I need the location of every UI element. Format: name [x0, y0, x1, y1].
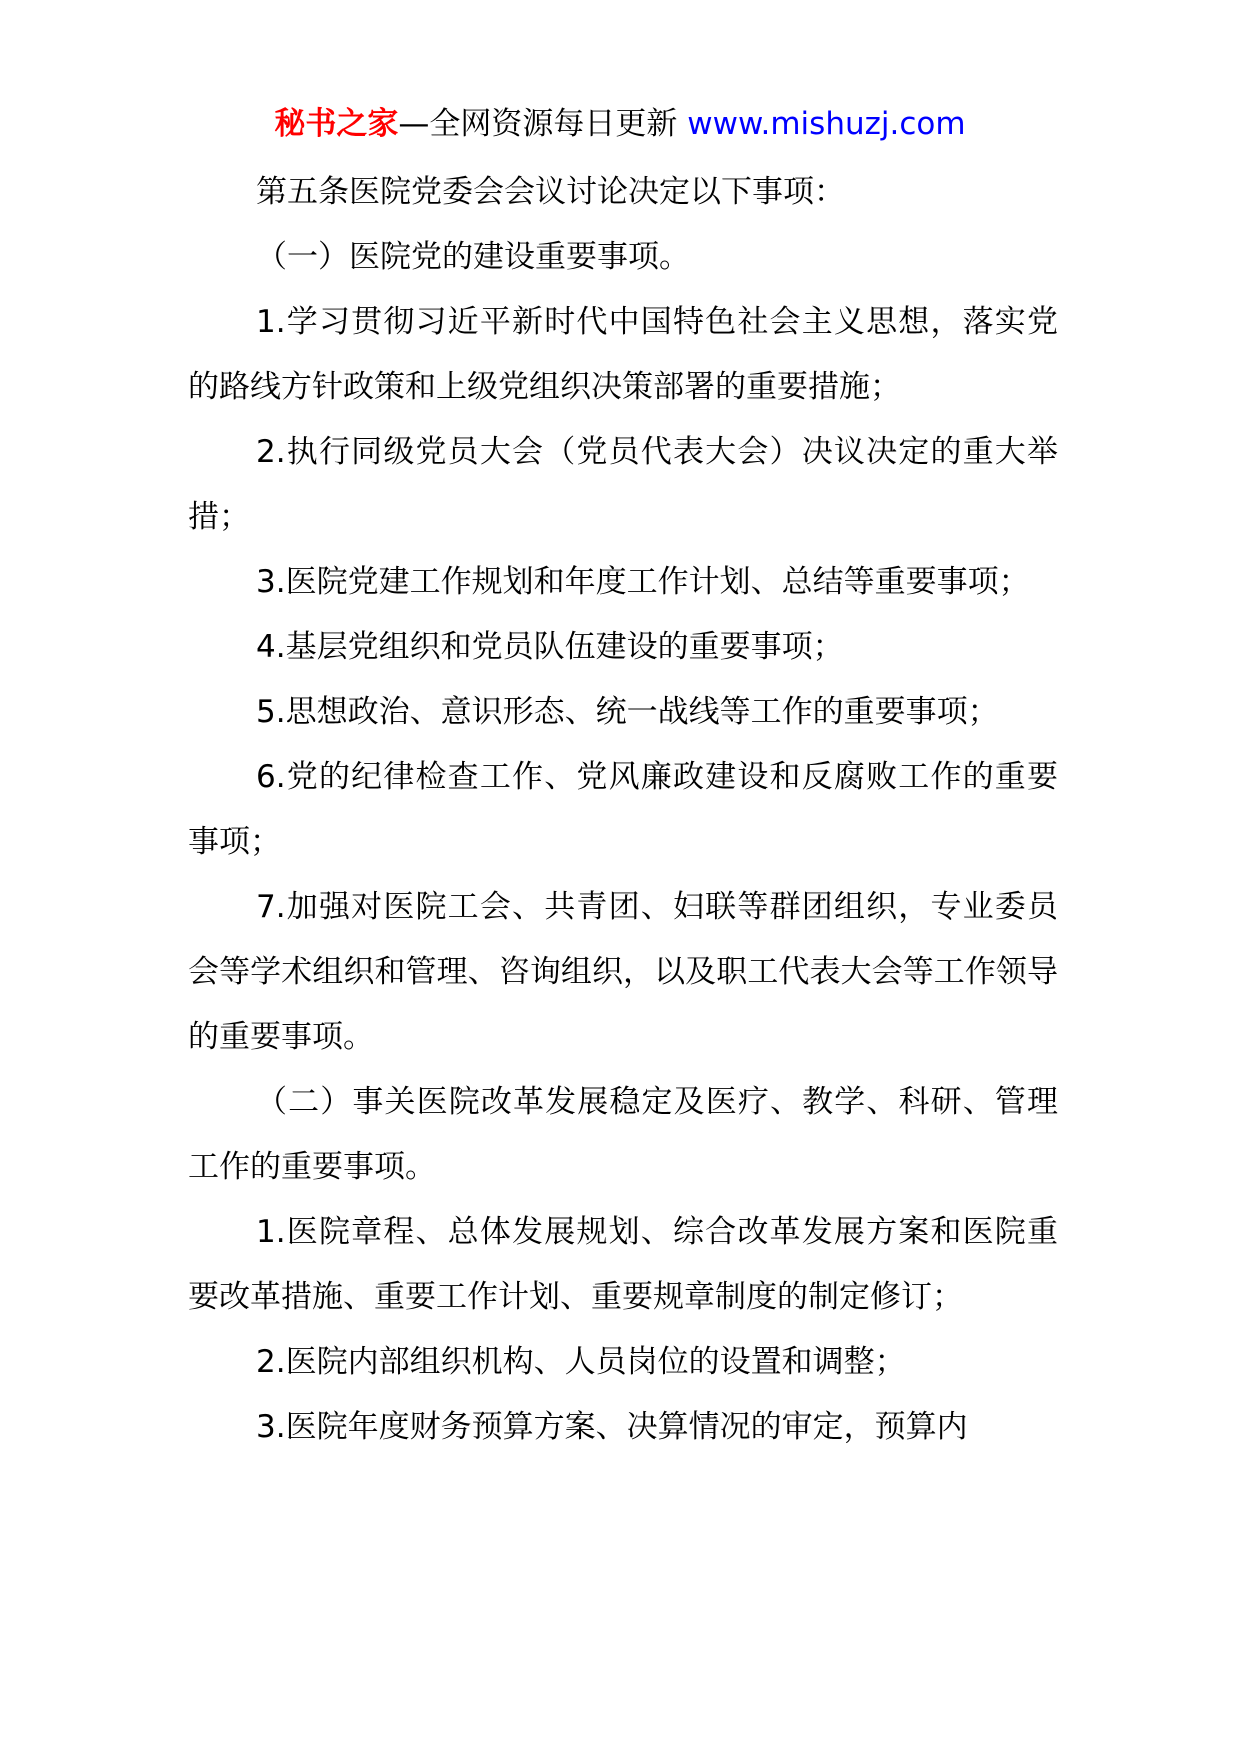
list-item: 1.医院章程、总体发展规划、综合改革发展方案和医院重要改革措施、重要工作计划、重要规章制度的制定修订；: [188, 1214, 1058, 1315]
list-item: 6.党的纪律检查工作、党风廉政建设和反腐败工作的重要事项；: [188, 759, 1058, 860]
list-item: 7.加强对医院工会、共青团、妇联等群团组织，专业委员会等学术组织和管理、咨询组织，以及职工代表大会等工作领导的重要事项。: [188, 889, 1058, 1055]
list-item: 3.医院党建工作规划和年度工作计划、总结等重要事项；: [256, 564, 1030, 600]
list-item: 1.学习贯彻习近平新时代中国特色社会主义思想，落实党的路线方针政策和上级党组织决策部署的重要措施；: [188, 304, 1058, 405]
list-item: 2.执行同级党员大会（党员代表大会）决议决定的重大举措；: [188, 434, 1058, 535]
watermark-header: [0, 100, 1240, 148]
list-item: 3.医院年度财务预算方案、决算情况的审定，预算内: [256, 1409, 968, 1445]
header-tagline: —全网资源每日更新: [398, 106, 678, 142]
header-url: www.mishuzj.com: [687, 106, 966, 142]
list-item: 4.基层党组织和党员队伍建设的重要事项；: [256, 629, 844, 665]
brand-name: 秘书之家: [274, 106, 399, 142]
section-heading-1: （一）医院党的建设重要事项。: [256, 239, 690, 275]
list-item: 2.医院内部组织机构、人员岗位的设置和调整；: [256, 1344, 906, 1380]
list-item: 5.思想政治、意识形态、统一战线等工作的重要事项；: [256, 694, 999, 730]
article-heading: 第五条医院党委会会议讨论决定以下事项：: [256, 174, 845, 210]
section-heading-2: （二）事关医院改革发展稳定及医疗、教学、科研、管理工作的重要事项。: [188, 1084, 1058, 1185]
document-body: [188, 160, 1058, 1460]
